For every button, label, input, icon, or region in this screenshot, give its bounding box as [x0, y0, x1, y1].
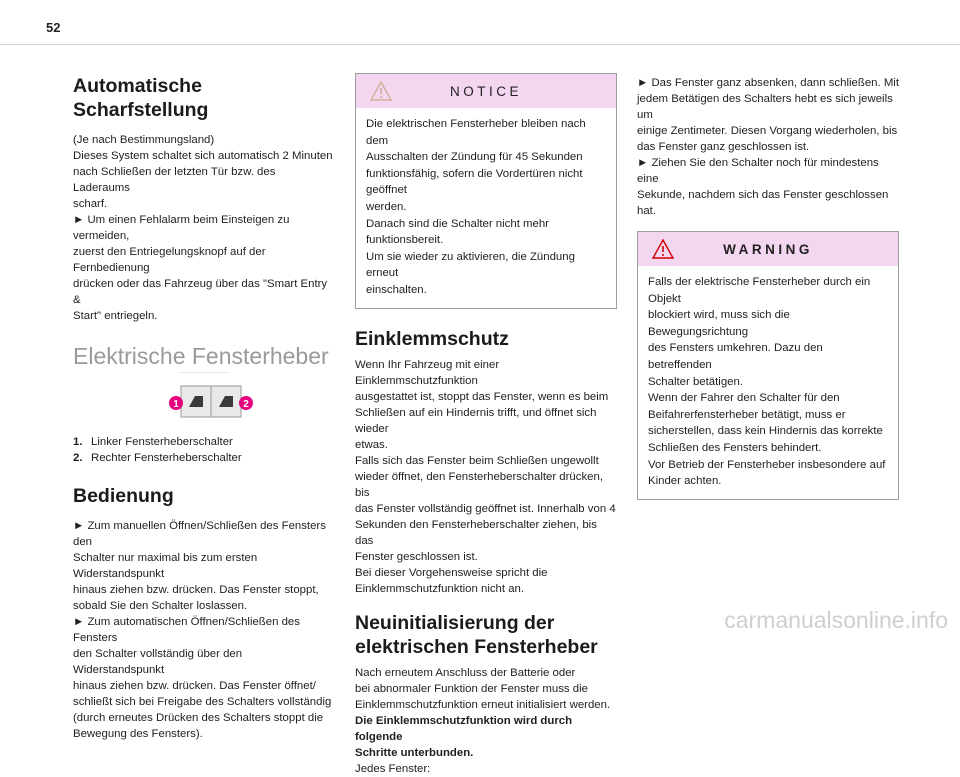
text-line: funktionsfähig, sofern die Vordertüren nicht geöffnet	[366, 167, 583, 197]
callout-label-1: 1	[173, 399, 179, 410]
text-line: Nach erneutem Anschluss der Batterie oder	[355, 666, 576, 679]
text-line: das Fenster vollständig geöffnet ist. Innerhalb von 4	[355, 502, 616, 515]
text-line: Bei dieser Vorgehensweise spricht die	[355, 566, 548, 579]
text-line: einschalten.	[366, 283, 427, 296]
procedure-text	[637, 75, 899, 219]
heading-elektrische-fensterheber: Elektrische Fensterheber	[73, 343, 329, 369]
text-line: das Fenster ganz geschlossen ist.	[637, 141, 810, 153]
text-line: Schalter nur maximal bis zum ersten Widerstandspunkt	[73, 552, 258, 580]
bedienung-text	[73, 518, 335, 742]
text-line: Fenster geschlossen ist.	[355, 550, 478, 563]
heading-neuinitialisierung: Neuinitialisierung der elektrischen Fensterheber	[355, 611, 598, 658]
text-line: Schließen auf ein Hindernis trifft, und öffnet sich wieder	[355, 406, 597, 435]
text-line: hinaus ziehen bzw. drücken. Das Fenster stoppt,	[73, 584, 319, 596]
window-switch-figure	[73, 372, 335, 420]
text-line: ausgestattet ist, stoppt das Fenster, wenn es beim	[355, 390, 609, 403]
column-right	[637, 75, 899, 500]
column-left	[73, 70, 335, 742]
text-line: etwas.	[355, 438, 388, 451]
text-line: jedem Betätigen des Schalters hebt es sich jeweils um	[637, 93, 893, 121]
warning-title: WARNING	[723, 241, 813, 257]
text-line: Sekunde, nachdem sich das Fenster geschlossen hat.	[637, 189, 889, 217]
text-line: des Fensters umkehren. Dazu den betreffenden	[648, 342, 823, 371]
text-line: Jedes Fenster:	[355, 762, 431, 775]
intro-text	[73, 132, 335, 324]
text-line: sobald Sie den Schalter loslassen.	[73, 600, 248, 612]
window-switch-icon	[154, 372, 254, 420]
text-line: Die elektrischen Fensterheber bleiben nach dem	[366, 118, 586, 147]
text-line: Falls der elektrische Fensterheber durch ein Objekt	[648, 276, 871, 305]
text-line: blockiert wird, muss sich die Bewegungsrichtung	[648, 309, 790, 338]
heading-einklemmschutz: Einklemmschutz	[355, 327, 509, 350]
list-item: 1. Linker Fensterheberschalter	[73, 436, 233, 448]
column-middle	[355, 73, 617, 777]
text-line: Danach sind die Schalter nicht mehr funktionsbereit.	[366, 217, 549, 247]
text-line: (durch erneutes Drücken des Schalters stoppt die	[73, 712, 324, 724]
text-line: Beifahrerfensterheber betätigt, muss er	[648, 408, 846, 421]
text-line: Schließen des Fensters behindert.	[648, 441, 822, 454]
text-line: Kinder achten.	[648, 475, 722, 488]
text-line: Ausschalten der Zündung für 45 Sekunden	[366, 151, 583, 164]
text-line: hinaus ziehen bzw. drücken. Das Fenster öffnet/	[73, 680, 316, 692]
text-line: zuerst den Entriegelungsknopf auf der Fernbedienung	[73, 246, 266, 274]
text-line: ► Das Fenster ganz absenken, dann schließen. Mit	[637, 77, 900, 89]
watermark: carmanualsonline.info	[724, 607, 948, 633]
header-divider	[0, 44, 960, 45]
text-line: Wenn Ihr Fahrzeug mit einer Einklemmschutzfunktion	[355, 358, 500, 387]
warning-triangle-icon	[652, 239, 674, 259]
notice-body	[356, 108, 616, 308]
warning-body	[638, 266, 898, 499]
text-line: Vor Betrieb der Fensterheber insbesondere auf	[648, 458, 886, 471]
switch-legend-list	[73, 434, 335, 466]
text-line-bold: Schritte unterbunden.	[355, 746, 474, 759]
text-line: einige Zentimeter. Diesen Vorgang wiederholen, bis	[637, 125, 898, 137]
neuinitialisierung-text	[355, 665, 617, 777]
text-line: bei abnormaler Funktion der Fenster muss die	[355, 682, 588, 695]
text-line: ► Um einen Fehlalarm beim Einsteigen zu vermeiden,	[73, 214, 290, 242]
text-line: nach Schließen der letzten Tür bzw. des Laderaums	[73, 166, 276, 194]
warning-header	[638, 232, 898, 266]
callout-label-2: 2	[243, 399, 249, 410]
einklemmschutz-text	[355, 357, 617, 597]
text-line: Um sie wieder zu aktivieren, die Zündung erneut	[366, 250, 575, 280]
notice-triangle-icon	[370, 81, 392, 101]
notice-box	[355, 73, 617, 309]
text-line: werden.	[366, 200, 407, 213]
warning-box	[637, 231, 899, 500]
text-line: sicherstellen, dass kein Hindernis das korrekte	[648, 425, 883, 438]
heading-bedienung: Bedienung	[73, 485, 174, 507]
heading-automatische-scharfstellung: Automatische Scharfstellung	[73, 75, 209, 121]
text-line: wieder öffnet, den Fensterheberschalter drücken, bis	[355, 470, 603, 499]
text-line: drücken oder das Fahrzeug über das "Smart Entry &	[73, 278, 328, 306]
text-line: Bewegung des Fensters).	[73, 728, 203, 740]
notice-title: NOTICE	[449, 83, 522, 99]
text-line: ► Zum manuellen Öffnen/Schließen des Fensters den	[73, 520, 326, 548]
text-line: Schalter betätigen.	[648, 375, 743, 388]
text-line: Sekunden den Fensterheberschalter ziehen, bis das	[355, 518, 597, 547]
notice-header	[356, 74, 616, 108]
text-line: (Je nach Bestimmungsland)	[73, 134, 215, 146]
text-line: ► Ziehen Sie den Schalter noch für mindestens eine	[637, 157, 879, 185]
text-line: Wenn der Fahrer den Schalter für den	[648, 392, 840, 405]
text-line: Dieses System schaltet sich automatisch 2 Minuten	[73, 150, 333, 162]
page-number: 52	[46, 20, 61, 35]
text-line: schließt sich bei Freigabe des Schalters vollständig	[73, 696, 332, 708]
list-item: 2. Rechter Fensterheberschalter	[73, 452, 242, 464]
text-line: scharf.	[73, 198, 108, 210]
text-line: ► Zum automatischen Öffnen/Schließen des Fensters	[73, 616, 300, 644]
text-line: Falls sich das Fenster beim Schließen ungewollt	[355, 454, 599, 467]
text-line: Einklemmschutzfunktion nicht an.	[355, 582, 525, 595]
text-line: den Schalter vollständig über den Widerstandspunkt	[73, 648, 243, 676]
text-line-bold: Die Einklemmschutzfunktion wird durch folgende	[355, 714, 573, 743]
text-line: Start" entriegeln.	[73, 310, 158, 322]
text-line: Einklemmschutzfunktion erneut initialisiert werden.	[355, 698, 611, 711]
